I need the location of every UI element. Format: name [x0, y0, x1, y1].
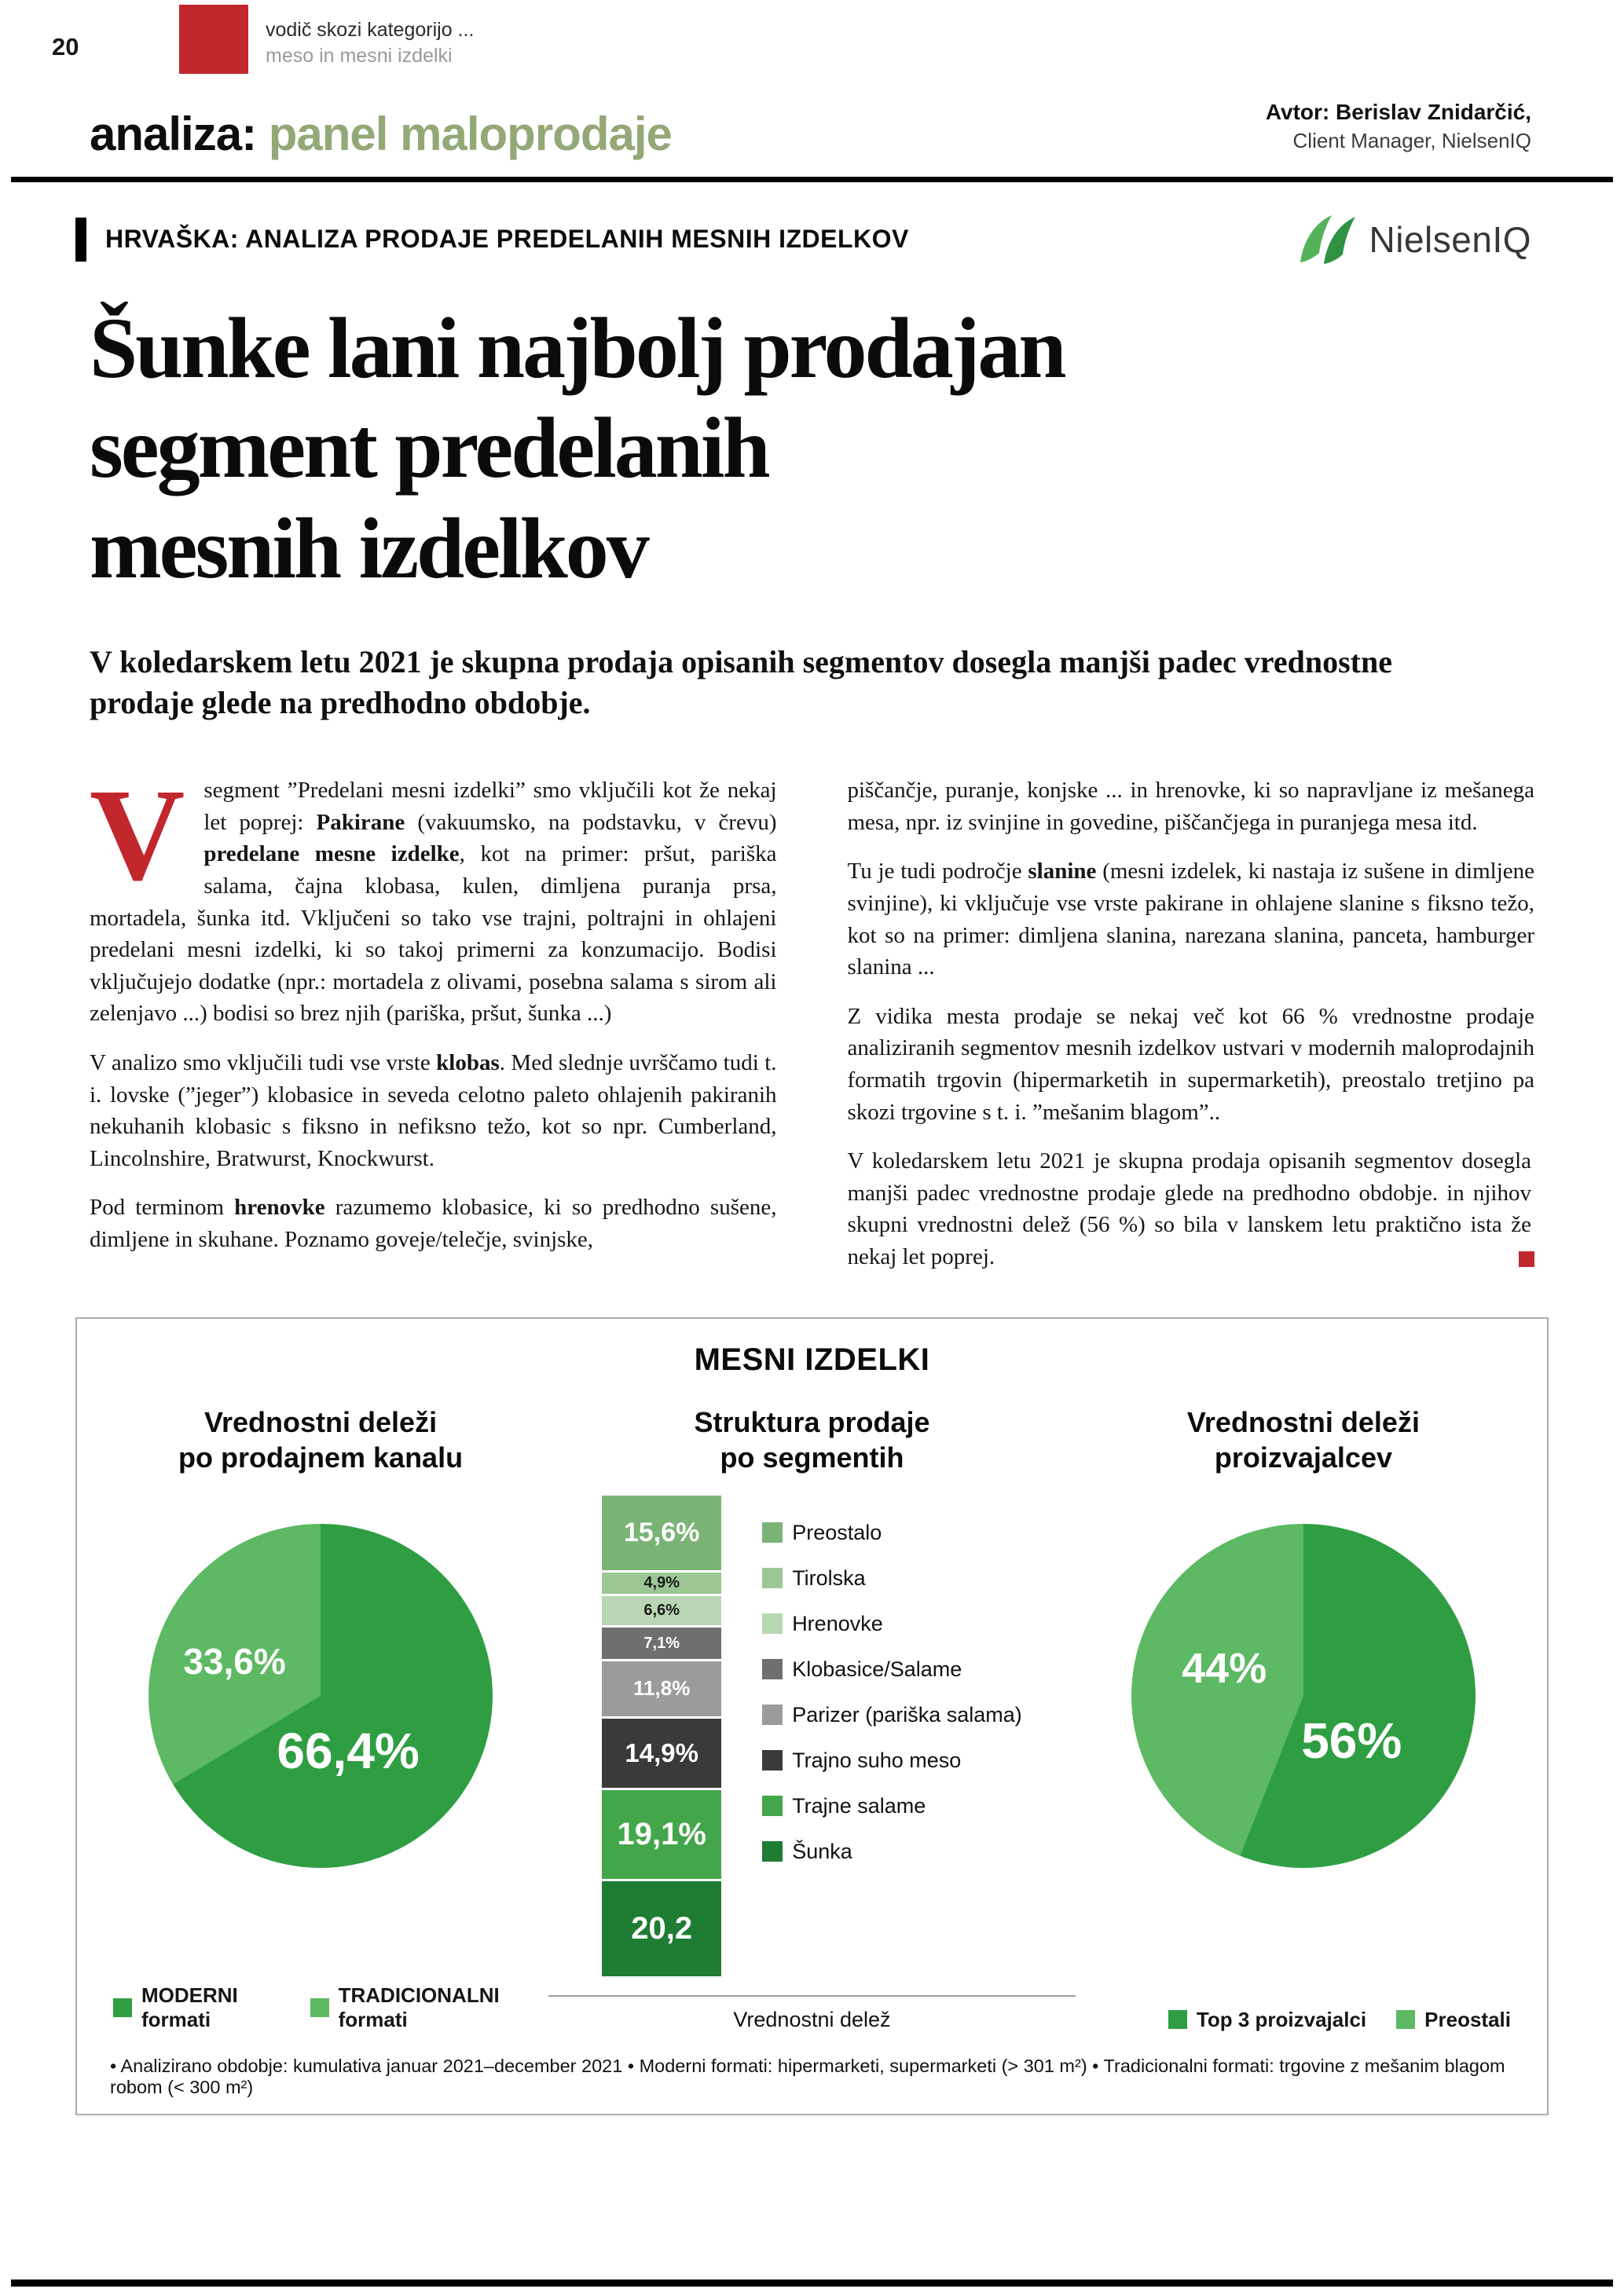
- legend-label: Preostalo: [792, 1520, 882, 1544]
- legend-item: [1396, 2008, 1511, 2032]
- article-body: [90, 762, 1534, 1273]
- legend-item: [762, 1703, 1022, 1727]
- legend-label: Parizer (pariška salama): [792, 1702, 1022, 1727]
- legend-item: [762, 1657, 1022, 1682]
- author-name: Avtor: Berislav Znidarčić,: [1265, 100, 1531, 124]
- masthead: [0, 0, 1624, 93]
- text-run: V analizo smo vključili tudi vse vrste: [90, 1050, 437, 1076]
- chart-producers: [1093, 1404, 1514, 2032]
- bar-segment-label: 19,1%: [617, 1816, 706, 1851]
- bottom-rule: [11, 2280, 1613, 2287]
- pie-chart-channels: [148, 1524, 493, 1868]
- legend-swatch: [762, 1522, 783, 1543]
- legend-swatch: [762, 1750, 783, 1771]
- eyebrow: [75, 218, 909, 262]
- legend-swatch: [762, 1841, 783, 1862]
- chart-title: [531, 1404, 1093, 1475]
- bar-segment: [602, 1788, 721, 1880]
- paragraph: Z vidika mesta prodaje se nekaj več kot 66 % vrednostne prodaje analiziranih segmentov mesnih izdelkov ustvari v modernih maloprodajnih formatih trgovin (hipermarketih in supermarketih), preostalo tretjino pa skozi trgovine s t. i. ”mešanim blagom”..: [847, 1003, 1534, 1125]
- pie-value-label: 44%: [1182, 1644, 1267, 1692]
- text-run-bold: predelane mesne izdelke: [203, 841, 460, 867]
- legend-swatch: [762, 1705, 783, 1725]
- legend-label: Tirolska: [792, 1565, 866, 1590]
- legend-swatch: [1168, 2010, 1187, 2029]
- chart-title-line: Struktura prodaje: [694, 1405, 930, 1438]
- pie-legend-producers: [1093, 1975, 1514, 2032]
- legend-item: [310, 1983, 531, 2032]
- legend-swatch: [762, 1613, 783, 1634]
- charts-row: [110, 1404, 1514, 2032]
- paragraph: [90, 1047, 777, 1174]
- chart-title: [110, 1404, 531, 1475]
- legend-label: Trajno suho meso: [792, 1748, 962, 1772]
- legend-label: TRADICIONALNI formati: [338, 1983, 500, 2031]
- bar-segment: [602, 1625, 721, 1659]
- section-title-black: analiza:: [90, 107, 257, 160]
- chart-segment-structure: [531, 1404, 1093, 2032]
- text-run: V koledarskem letu 2021 je skupna prodaja opisanih segmentov dosegla manjši padec vrednostne prodaje glede na predhodno obdobje. in njihov skupni vrednostni delež (56 %) so bila v lanskem letu praktično ista že nekaj let poprej.: [847, 1148, 1531, 1269]
- pie-value-label: 66,4%: [277, 1722, 420, 1779]
- kicker: [179, 5, 474, 74]
- kicker-line-2: meso in mesni izdelki: [266, 44, 453, 67]
- legend-label: Preostali: [1424, 2007, 1511, 2031]
- pie-value-label: 33,6%: [183, 1640, 286, 1682]
- legend-swatch: [310, 1998, 329, 2017]
- text-run-bold: hrenovke: [234, 1195, 325, 1221]
- standfirst: V koledarskem letu 2021 je skupna prodaja opisanih segmentov dosegla manjši padec vrednostne prodaje glede na predhodno obdobje.: [90, 643, 1392, 721]
- end-mark: [1519, 1251, 1534, 1267]
- author-block: [1266, 97, 1531, 161]
- legend-swatch: [762, 1796, 783, 1816]
- paragraph: [90, 1192, 777, 1255]
- text-run-bold: klobas: [436, 1050, 500, 1076]
- text-run-bold: slanine: [1028, 859, 1097, 884]
- legend-swatch: [113, 1998, 132, 2017]
- legend-item: [762, 1612, 1022, 1636]
- top-rule: [11, 177, 1613, 182]
- section-header-row: [0, 97, 1624, 161]
- panel-title: MESNI IZDELKI: [694, 1342, 930, 1377]
- kicker-lines: [266, 5, 474, 68]
- legend-item: [762, 1749, 1022, 1773]
- nielseniq-wordmark: NielsenIQ: [1369, 218, 1531, 260]
- eyebrow-text: HRVAŠKA: ANALIZA PRODAJE PREDELANIH MESNIH IZDELKOV: [105, 225, 909, 254]
- text-run: (mesni izdelek, ki nastaja iz sušene in dimljene svinjine), ki vključuje vse vrste pakirane in ohlajene slanine s fiksno težo, kot so na primer: dimljena slanina, narezana slanina, panceta, hamburger slanina ...: [847, 859, 1534, 980]
- chart-title: [1093, 1404, 1514, 1475]
- chart-title-line: proizvajalcev: [1214, 1441, 1392, 1474]
- bar-segment-label: 7,1%: [643, 1634, 680, 1652]
- pie-legend-channels: [110, 1950, 531, 2032]
- column-2: [848, 774, 1535, 1273]
- legend-item: [1168, 2008, 1366, 2032]
- author-role: Client Manager, NielsenIQ: [1292, 128, 1531, 152]
- panel-footnote: • Analizirano obdobje: kumulativa januar 2021–december 2021 • Moderni formati: hipermarketi, supermarketi (> 301 m²) • Tradicionalni formati: trgovine z mešanim blagom robom (< 300 m²): [110, 2055, 1505, 2097]
- chart-title-line: Vrednostni deleži: [204, 1405, 438, 1438]
- legend-label: MODERNI formati: [141, 1983, 238, 2031]
- chart-title-line: po segmentih: [720, 1441, 904, 1474]
- eyebrow-row: [75, 214, 1531, 265]
- legend-swatch: [1396, 2010, 1415, 2029]
- nielseniq-logo: [1297, 214, 1531, 265]
- headline-line-1: Šunke lani najbolj prodajan: [90, 299, 1065, 396]
- stacked-bar: [602, 1496, 721, 1976]
- legend-label: Top 3 proizvajalci: [1196, 2007, 1367, 2031]
- red-square-mark: [179, 5, 248, 74]
- bar-segment-label: 14,9%: [625, 1738, 698, 1767]
- headline: [90, 298, 1534, 599]
- drop-cap: V: [90, 762, 185, 909]
- legend-item: [762, 1521, 1022, 1545]
- legend-label: Klobasice/Salame: [792, 1657, 962, 1681]
- bar-legend: [762, 1496, 1022, 1976]
- text-run: , kot na primer: pršut, pariška salama, čajna klobasa, kulen, dimljena puranja prsa, mortadela, šunka itd. Vključeni so tako vse trajni, poltrajni in ohlajeni predelani mesni izdelki, ki so takoj primerni za konzumacijo. Bodisi vključujejo dodatke (npr.: mortadela z olivami, posebna salama s sirom ali zelenjavo ...) bodisi so brez njih (pariška, pršut, šunka ...): [90, 841, 777, 1027]
- paragraph: [848, 855, 1535, 983]
- headline-line-2: segment predelanih: [90, 400, 768, 496]
- chart-title-line: Vrednostni deleži: [1186, 1405, 1420, 1438]
- legend-item: [113, 1983, 280, 2032]
- section-title: [90, 107, 672, 161]
- legend-swatch: [762, 1659, 783, 1679]
- column-1: [90, 762, 777, 1273]
- legend-label: Šunka: [792, 1839, 852, 1863]
- page-number: 20: [52, 33, 79, 60]
- bar-segment-label: 4,9%: [643, 1573, 680, 1591]
- paragraph: [848, 1145, 1535, 1273]
- chart-panel: [75, 1317, 1549, 2115]
- text-run-bold: Pakirane: [316, 809, 405, 835]
- eyebrow-tick: [75, 218, 86, 262]
- text-run: . Med slednje uvrščamo tudi t. i. lovske (”jeger”) klobasice in seveda celotno paleto ohlajenih pakiranih nekuhanih klobasic s fiksno in nefiksno težo, kot so npr. Cumberland, Lincolnshire, Bratwurst, Knockwurst.: [90, 1050, 777, 1171]
- pie-value-label: 56%: [1301, 1712, 1402, 1769]
- bar-segment: [602, 1659, 721, 1716]
- bar-segment-label: 20,2: [631, 1910, 693, 1946]
- legend-swatch: [762, 1568, 783, 1588]
- bar-and-legend: [531, 1496, 1093, 1976]
- bar-segment-label: 11,8%: [633, 1676, 691, 1701]
- chart-sales-channel: [110, 1404, 531, 2032]
- bar-segment: [602, 1716, 721, 1788]
- kicker-line-1: vodič skozi kategorijo ...: [266, 19, 475, 41]
- bar-segment-label: 6,6%: [643, 1601, 680, 1619]
- text-run: razumemo klobasice, ki so predhodno sušene, dimljene in skuhane. Poznamo goveje/telečje, svinjske,: [90, 1195, 777, 1252]
- chart-title-line: po prodajnem kanalu: [178, 1441, 464, 1474]
- paragraph: piščančje, puranje, konjske ... in hrenovke, ki so napravljane iz mešanega mesa, npr. iz svinjine in govedine, piščančjega in puranjega mesa itd.: [847, 778, 1534, 835]
- bar-segment: [602, 1570, 721, 1594]
- legend-label: Hrenovke: [792, 1611, 883, 1635]
- nielseniq-logo-icon: [1297, 214, 1358, 265]
- text-run: Tu je tudi področje: [847, 859, 1028, 884]
- bar-segment: [602, 1879, 721, 1976]
- bar-segment: [602, 1594, 721, 1625]
- headline-line-3: mesnih izdelkov: [90, 500, 647, 597]
- text-run: (vakuumsko, na podstavku, v črevu): [405, 809, 777, 835]
- text-run: Pod terminom: [90, 1195, 235, 1221]
- paragraph: [90, 762, 777, 1030]
- bar-axis-caption: Vrednostni delež: [548, 1995, 1076, 2032]
- text-run: segment ”Predelani mesni izdelki” smo vključili kot že nekaj let poprej:: [203, 778, 777, 835]
- bar-segment: [602, 1496, 721, 1570]
- pie-chart-producers: [1131, 1524, 1476, 1868]
- legend-item: [762, 1840, 1022, 1864]
- legend-item: [762, 1794, 1022, 1818]
- bar-segment-label: 15,6%: [623, 1517, 700, 1547]
- section-title-green: panel maloprodaje: [256, 107, 672, 160]
- legend-item: [762, 1566, 1022, 1591]
- legend-label: Trajne salame: [792, 1793, 926, 1818]
